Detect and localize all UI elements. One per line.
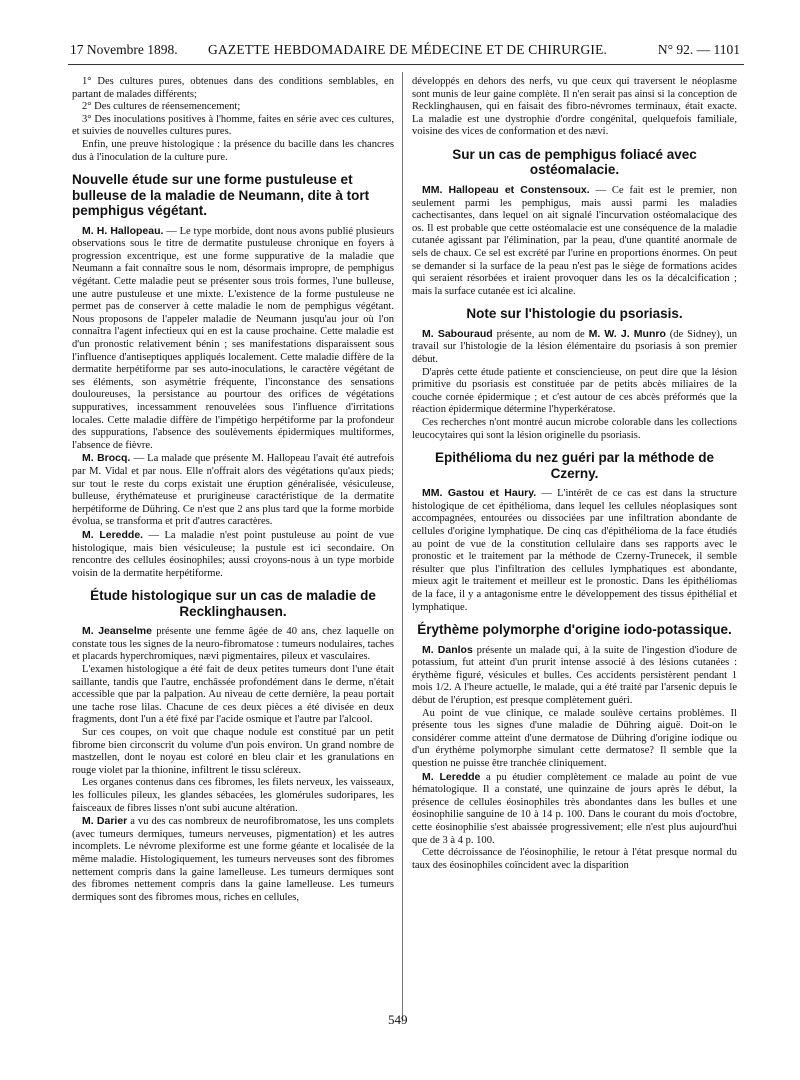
section-title-neumann: Nouvelle étude sur une forme pustuleuse et bulleuse de la maladie de Neumann, dite à tort pemphigus végétant. <box>72 172 370 219</box>
paragraph-danlos <box>412 644 737 708</box>
author-name: M. H. Hallopeau. <box>82 224 164 237</box>
paragraph-text: présente un malade qui, à la suite de l'ingestion d'iodure de potassium, fut atteint d'un prurit intense associé à des lésions cutanées : érythème figuré, vésicules et bulles. Ces accidents persistèrent pendant 1 mois 1/2. A l'heure actuelle, le malade, qui a été traité par l'arsenic depuis le début de l'éruption, est presque complètement guéri. <box>412 644 737 706</box>
intro-item-2: 2° Des cultures de réensemencement; <box>82 101 241 113</box>
paragraph-text: a pu étudier complètement ce malade au point de vue hématologique. Il a constaté, une quinzaine de jours après le début, la présence de cellules éosinophiles très abondantes dans les bulles et une éosinophilie sanguine de 10 à 14 p. 100. Dans le courant du mois d'octobre, cette éosinophilie s'est abaissée progressivement; elle n'est plus aujourd'hui que de 3 à 4 p. 100. <box>412 771 737 846</box>
left-column <box>72 76 394 904</box>
author-name: M. Leredde. <box>82 528 144 541</box>
paragraph-text: — Le type morbide, dont nous avons publié plusieurs observations sous le titre de dermatite pustuleuse chronique en foyers à progression excentrique, est une forme suppurative de la maladie que Neumann a fait connaître sous le nom, désormais impropre, de pemphigus végétant. Cette maladie peut se présenter sous trois formes, l'une bulleuse, une autre pustuleuse et une mixte. L'existence de la forme pustuleuse ne permet pas de conserver à cette maladie le nom de pemphigus végétant. Nous proposons de l'appeler maladie de Neumann jusqu'au jour où l'on connaîtra l'agent infectieux qui en est la cause prochaine. Cette maladie est d'un pronostic relativement bénin ; ses manifestations disparaissent sous l'influence d'antiseptiques appliqués localement. Cette maladie diffère de la dermatite herpétiforme par ses auto-inoculations, le caractère végétant de ses éléments, son asymétrie fréquente, l'inconstance des sensations douloureuses, la persistance au pourtour des orifices de végétations suppuratives, incessamment renouvelées sous l'influence d'irritations locales. Cette maladie diffère de l'impétigo herpétiforme par la profondeur des suppurations, l'absence des soulèvements épidermiques multiformes, l'absence de fièvre. <box>72 225 395 451</box>
header-rule <box>68 64 744 65</box>
paragraph-text: (de Sidney), un travail sur l'histologie de la lésion élémentaire du psoriasis à son premier début. <box>412 328 737 365</box>
paragraph-darier <box>72 815 394 904</box>
paragraph-organes: Les organes contenus dans ces fibromes, les filets nerveux, les vaisseaux, les follicules pileux, les glandes sébacées, les glomérules sudoripares, les faisceaux de fibres lisses n'ont subi aucune altération. <box>72 777 394 814</box>
paragraph-text: — Ce fait est le premier, non seulement parmi les pemphigus, mais aussi parmi les maladies cachectisantes, dans lequel on ait signalé l'incurvation ostéomalacique des os. Il est probable que cette ostéomalacie est une conséquence de la maladie cutanée agissant par l'élimination, par la peau, d'une quantité anormale de sels de chaux. Ce sel est excrété par l'urine en proportions énormes. On peut se demander si la surface de la peau n'est pas le siège de formations acides qui seraient résorbées et iraient provoquer dans les os la décalcification ; mais la surface cutanée est ici alcaline. <box>412 184 737 297</box>
author-name: M. Brocq. <box>82 452 131 465</box>
paragraph-leredde <box>72 529 394 580</box>
paragraph-gastou-haury <box>412 487 737 614</box>
paragraph-hallopeau-constensoux <box>412 184 737 298</box>
paragraph-examen: L'examen histologique a été fait de deux petites tumeurs dont l'une était saillante, tandis que l'autre, enchâssée profondément dans le derme, n'était accessible que par la palpation. Au niveau de cette dernière, la peau portait une tache rose lilas. Chacune de ces deux pièces a été divisée en deux fragments, dont l'un a été fixé par l'acide osmique et l'autre par l'alcool. <box>72 664 394 726</box>
author-name: MM. Gastou et Haury. <box>422 487 537 500</box>
paragraph-hallopeau <box>72 225 394 453</box>
author-name: M. Danlos <box>422 643 473 656</box>
paragraph-leredde-2 <box>412 771 737 848</box>
paragraph-jeanselme <box>72 625 394 664</box>
paragraph-text: — La maladie n'est point pustuleuse au point de vue histologique, mais bien vésiculeuse; la pustule est ici secondaire. On rencontre des cellules éosinophiles; aussi croyons-nous à un type morbide voisin de la dermatite herpétiforme. <box>72 529 394 579</box>
paragraph-text: — L'intérêt de ce cas est dans la structure histologique de cet épithélioma, dans lequel les cellules néoplasiques sont accompagnées, entourées ou dissociées par une infiltration abondante de cellules d'origine lymphatique. De cinq cas d'épithélioma de la face étudiés au point de vue de la constitution cellulaire dans ses rapports avec le pronostic et le traitement par la méthode de Czerny-Trunecek, il semble résulter que plus l'infiltration des cellules lymphatiques est abondante, mieux agit le traitement et meilleur est le pronostic. Dans les épithéliomas de la face, il y a antagonisme entre le développement des tissus épithélial et lymphatique. <box>412 488 737 613</box>
section-title-pemphigus: Sur un cas de pemphigus foliacé avec ostéomalacie. <box>452 146 697 178</box>
paragraph-brocq <box>72 452 394 529</box>
paragraph-continuation: développés en dehors des nerfs, vu que ceux qui traversent le néoplasme sont munis de leur gaine complète. Il n'en serait pas ainsi si la conception de Recklinghausen, qui en faisait des fibro-névromes terminaux, était exacte. La maladie est une dystrophie d'ordre congénital, quelquefois familiale, voisine des vices de conformation et des nævi. <box>412 76 737 138</box>
paragraph-recherches: Ces recherches n'ont montré aucun microbe colorable dans les collections leucocytaires qui sont la lésion originelle du psoriasis. <box>412 416 737 441</box>
author-name: MM. Hallopeau et Constensoux. <box>422 183 590 196</box>
paragraph-clinique: Au point de vue clinique, ce malade soulève certains problèmes. Il présente tous les signes d'une maladie de Dühring aiguë. Doit-on le considérer comme atteint d'une dermatose de Dühring d'origine iodique ou d'un érythème polymorphe simulant cette dermatose? Il semble que la question ne puisse être tranchée cliniquement. <box>412 707 737 769</box>
author-name: M. W. J. Munro <box>588 327 666 340</box>
running-header <box>70 42 740 62</box>
section-title-epithelioma: Epithélioma du nez guéri par la méthode de Czerny. <box>434 450 715 481</box>
column-divider <box>402 72 403 1022</box>
section-title-erytheme: Érythème polymorphe d'origine iodo-potassique. <box>417 622 732 638</box>
right-column <box>412 76 737 872</box>
author-name: M. Sabouraud <box>422 327 493 340</box>
paragraph-text: présente une femme âgée de 40 ans, chez laquelle on constate tous les signes de la neuro-fibromatose : tumeurs nodulaires, taches et placards hyperchromiques, nævi pigmentaires, pileux et vasculaires. <box>72 626 394 663</box>
intro-item-3: 3° Des inoculations positives à l'homme, faites en série avec ces cultures, et suivies de nouvelles cultures pures. <box>72 113 394 138</box>
page-number: 549 <box>388 1012 408 1027</box>
journal-title: GAZETTE HEBDOMADAIRE DE MÉDECINE ET DE CHIRURGIE. <box>208 42 608 57</box>
paragraph-text: a vu des cas nombreux de neurofibromatose, les uns complets (avec tumeurs dermiques, tumeurs nerveuses, pigmentation) et les autres incomplets. Le névrome plexiforme est une forme géante et localisée de la même maladie. Histologiquement, les tumeurs nerveuses sont des fibromes nettement compris dans la gaine lamelleuse. Les tumeurs dermiques sont des fibromes nettement compris dans la gaine lamelleuse. Les tumeurs dermiques sont des fibromes mous, riches en cellules, <box>72 816 395 903</box>
section-title-recklinghausen: Étude histologique sur un cas de maladie de Recklinghausen. <box>90 588 376 619</box>
paragraph-sabouraud <box>412 328 737 367</box>
paragraph-text: présente, au nom de <box>492 328 589 340</box>
section-title-psoriasis: Note sur l'histologie du psoriasis. <box>466 306 683 322</box>
intro-item-1: 1° Des cultures pures, obtenues dans des conditions semblables, en partant de malades différents; <box>72 76 394 100</box>
author-name: M. Jeanselme <box>82 625 152 638</box>
paragraph-etude: D'après cette étude patiente et consciencieuse, on peut dire que la lésion primitive du psoriasis est constituée par de petits abcès miliaires de la couche cornée épidermique ; et c'est autour de ces abcès préformés que la réaction épidermique détermine l'hyperkératose. <box>412 366 737 416</box>
issue-number: N° 92. — 1101 <box>657 42 740 57</box>
author-name: M. Darier <box>82 815 128 828</box>
issue-date: 17 Novembre 1898. <box>70 42 178 57</box>
paragraph-decroissance: Cette décroissance de l'éosinophilie, le retour à l'état presque normal du taux des éosinophiles coïncident avec la disparition <box>412 847 737 871</box>
paragraph-text: — La malade que présente M. Hallopeau l'avait été autrefois par M. Vidal et par nous. Elle n'offrait alors des végétations qu'aux pieds; sur tout le reste du corps existait une éruption généralisée, vésiculeuse, bulleuse, érythémateuse et prurigineuse caractéristique de la dermatite herpétiforme de Dühring. Ce n'est que 2 ans plus tard que la forme morbide évolua, se transforma et prit d'autres caractères. <box>72 453 394 528</box>
paragraph-coupes: Sur ces coupes, on voit que chaque nodule est constitué par un petit fibrome bien circonscrit du volume d'un pois environ. Un grand nombre de mastzellen, dont le noyau est coloré en bleu clair et les granulations en rouge violet par la thionine, infiltrent le tissu scléreux. <box>72 727 394 776</box>
intro-item-4: Enfin, une preuve histologique : la présence du bacille dans les chancres dus à l'inoculation de la culture pure. <box>72 138 394 163</box>
author-name: M. Leredde <box>422 770 481 783</box>
